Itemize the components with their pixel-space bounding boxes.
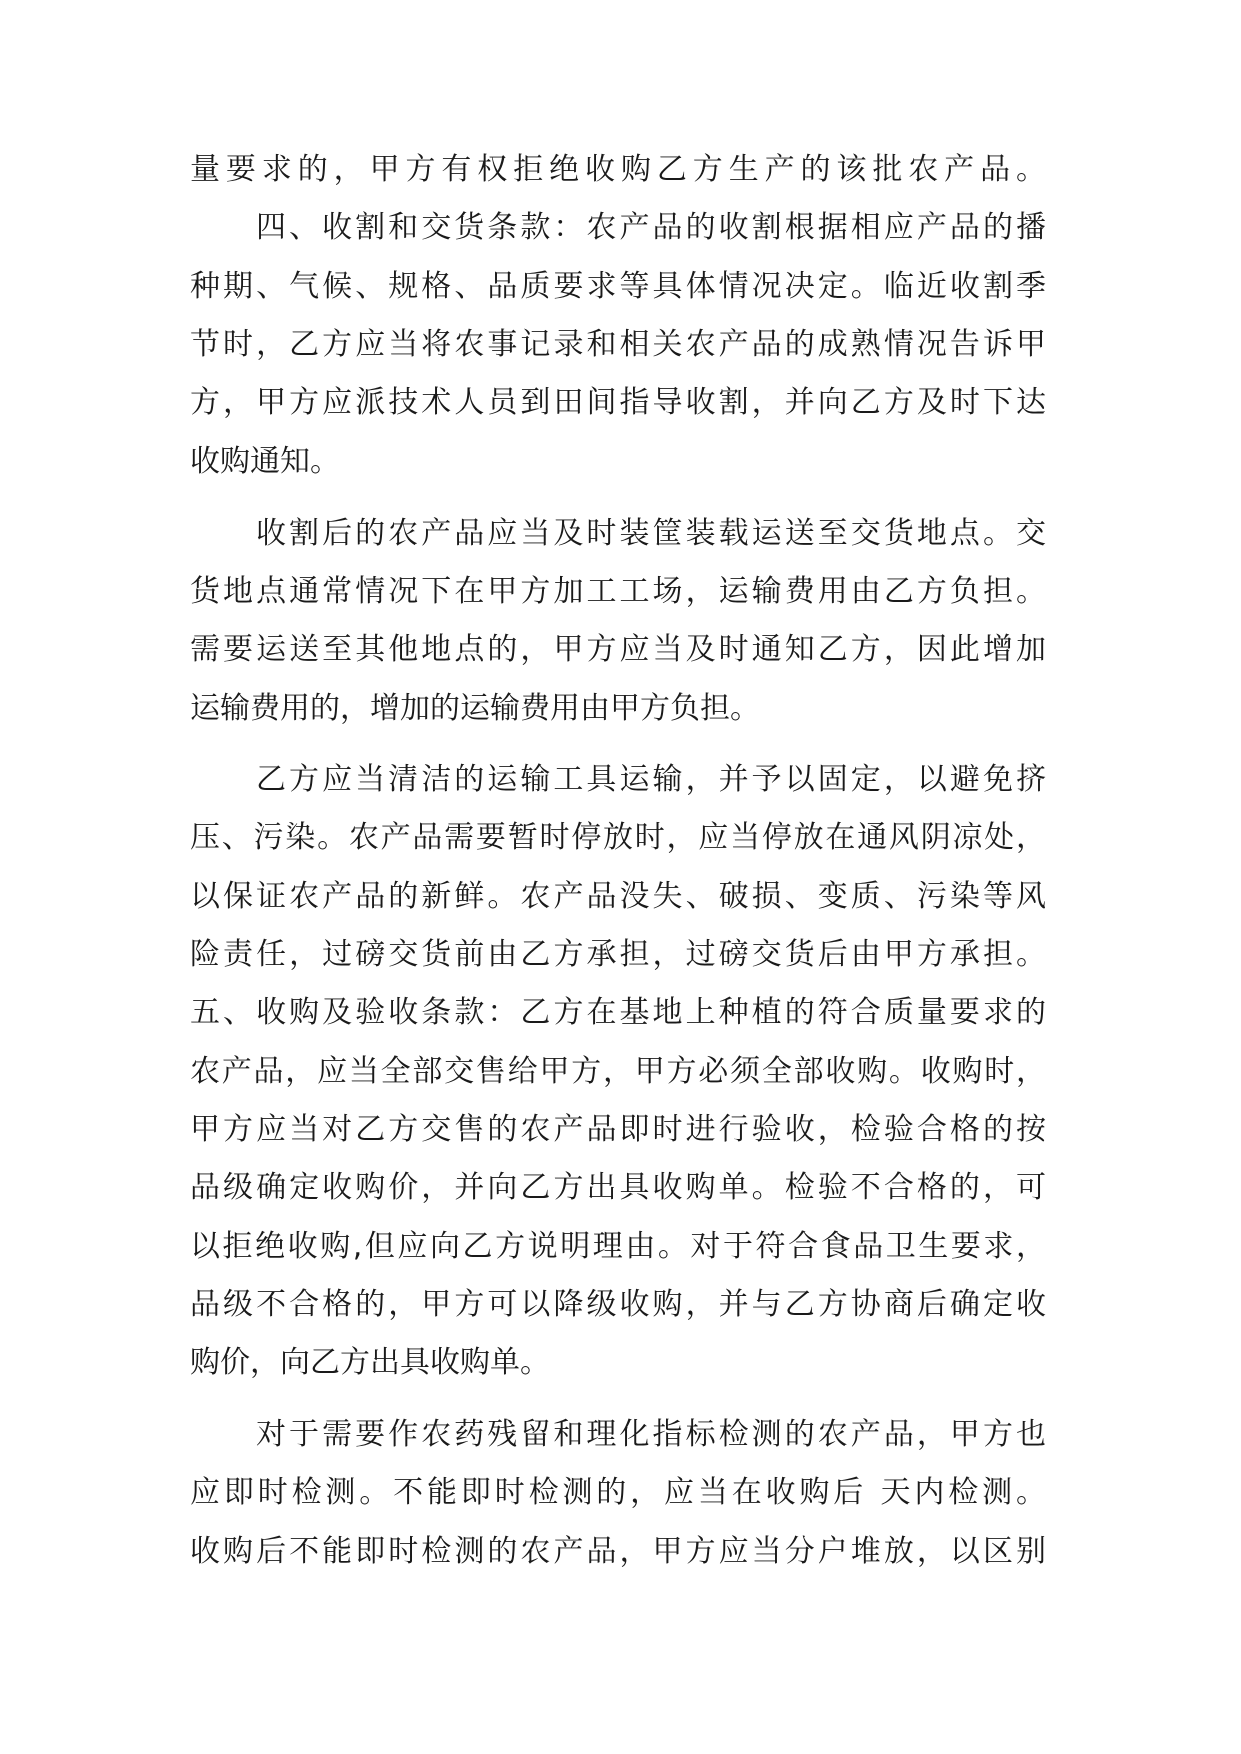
- text-line: 种期、气候、规格、品质要求等具体情况决定。临近收割季: [190, 269, 1046, 304]
- text-line: 五、收购及验收条款：乙方在基地上种植的符合质量要求的: [190, 995, 1046, 1030]
- text-line: 需要运送至其他地点的，甲方应当及时通知乙方，因此增加: [190, 632, 1046, 667]
- text-line: 甲方应当对乙方交售的农产品即时进行验收，检验合格的按: [190, 1112, 1046, 1147]
- text-line: 收割后的农产品应当及时装筐装载运送至交货地点。交: [256, 516, 1046, 551]
- text-line: 收购后不能即时检测的农产品，甲方应当分户堆放，以区别: [190, 1534, 1046, 1569]
- text-line: 运输费用的，增加的运输费用由甲方负担。: [190, 691, 760, 726]
- text-line: 方，甲方应派技术人员到田间指导收割，并向乙方及时下达: [190, 385, 1046, 420]
- text-line: 品级不合格的，甲方可以降级收购，并与乙方协商后确定收: [190, 1287, 1046, 1322]
- text-line: 对于需要作农药残留和理化指标检测的农产品，甲方也: [256, 1417, 1046, 1452]
- text-line: 收购通知。: [190, 444, 340, 479]
- text-line: 品级确定收购价，并向乙方出具收购单。检验不合格的，可: [190, 1170, 1046, 1205]
- text-line: 四、收割和交货条款：农产品的收割根据相应产品的播: [256, 210, 1046, 245]
- text-line: 险责任，过磅交货前由乙方承担，过磅交货后由甲方承担。: [190, 937, 1046, 972]
- text-line: 乙方应当清洁的运输工具运输，并予以固定，以避免挤: [256, 762, 1046, 797]
- text-line: 应即时检测。不能即时检测的，应当在收购后 天内检测。: [190, 1475, 1046, 1510]
- text-line: 以拒绝收购,但应向乙方说明理由。对于符合食品卫生要求，: [190, 1229, 1046, 1264]
- text-line: 以保证农产品的新鲜。农产品没失、破损、变质、污染等风: [190, 879, 1046, 914]
- text-line: 量要求的，甲方有权拒绝收购乙方生产的该批农产品。: [190, 152, 1046, 187]
- text-line: 农产品，应当全部交售给甲方，甲方必须全部收购。收购时，: [190, 1054, 1046, 1089]
- text-line: 货地点通常情况下在甲方加工工场，运输费用由乙方负担。: [190, 574, 1046, 609]
- text-line: 购价，向乙方出具收购单。: [190, 1345, 550, 1380]
- text-line: 节时，乙方应当将农事记录和相关农产品的成熟情况告诉甲: [190, 327, 1046, 362]
- text-line: 压、污染。农产品需要暂时停放时，应当停放在通风阴凉处，: [190, 820, 1046, 855]
